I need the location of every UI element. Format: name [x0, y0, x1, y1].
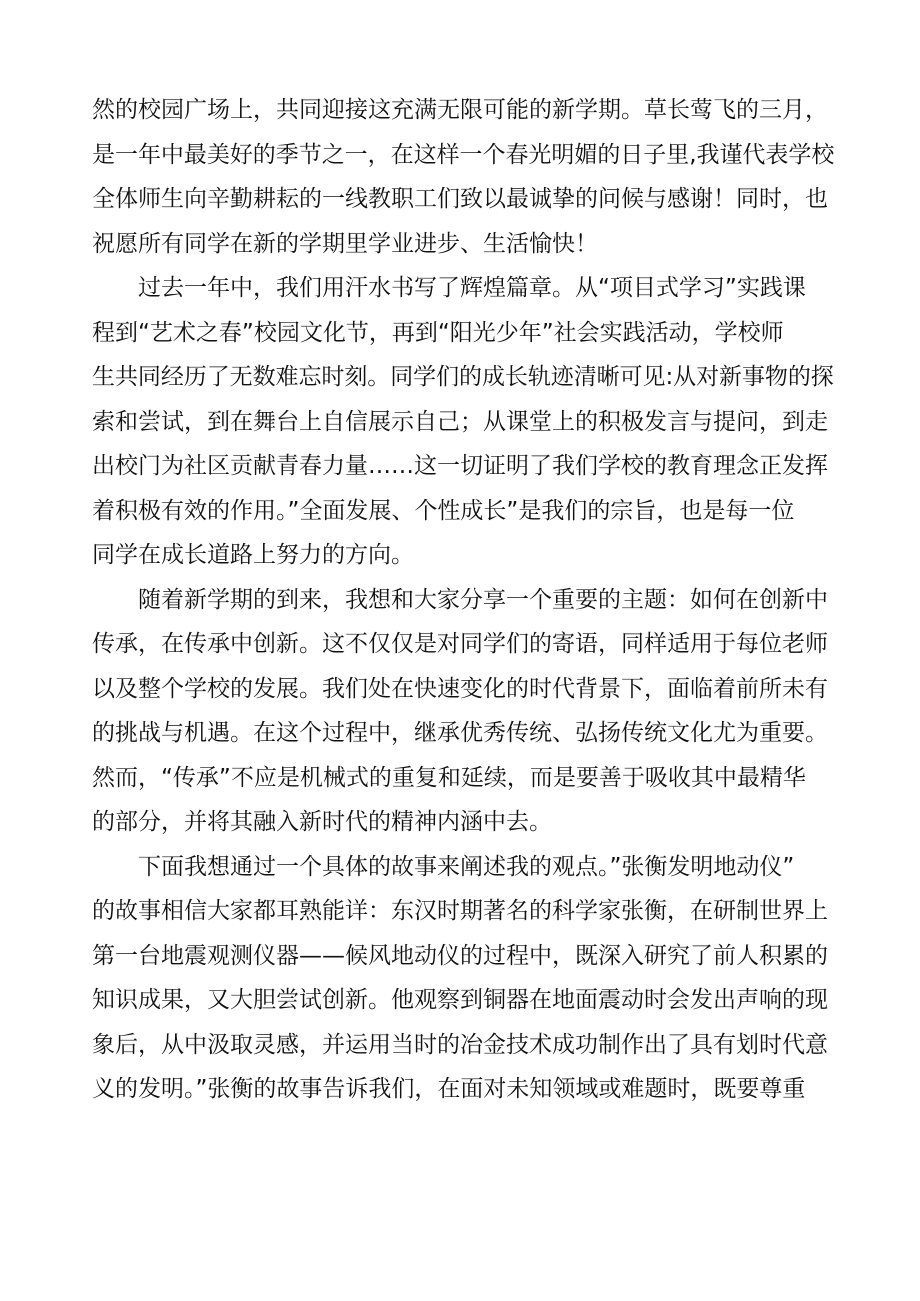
text-line: 传承，在传承中创新。这不仅仅是对同学们的寄语，同样适用于每位老师 [92, 631, 828, 657]
text-line: 同学在成长道路上努力的方向。 [92, 542, 414, 568]
text-line: 然的校园广场上，共同迎接这充满无限可能的新学期。草长莺飞的三月， [92, 97, 828, 123]
text-line: 索和尝试，到在舞台上自信展示自己；从课堂上的积极发言与提问，到走 [92, 408, 828, 435]
text-line: 全体师生向辛勤耕耘的一线教职工们致以最诚挚的问候与感谢！同时，也 [92, 186, 828, 212]
document-body [92, 88, 834, 1112]
text-line: 的故事相信大家都耳熟能详：东汉时期著名的科学家张衡，在研制世界上 [92, 898, 828, 924]
text-line: 以及整个学校的发展。我们处在快速变化的时代背景下，面临着前所未有 [92, 675, 828, 702]
paragraph [92, 845, 834, 1112]
text-line: 的部分，并将其融入新时代的精神内涵中去。 [92, 809, 552, 835]
text-line: 的挑战与机遇。在这个过程中，继承优秀传统、弘扬传统文化尤为重要。 [92, 720, 828, 746]
text-line: 第一台地震观测仪器——候风地动仪的过程中，既深入研究了前人积累的 [92, 942, 828, 969]
text-line: 着积极有效的作用。”全面发展、个性成长”是我们的宗旨，也是每一位 [92, 497, 795, 524]
text-line: 义的发明。”张衡的故事告诉我们，在面对未知领域或难题时，既要尊重 [92, 1076, 806, 1102]
text-line: 然而，“传承”不应是机械式的重复和延续，而是要善于吸收其中最精华 [92, 764, 806, 791]
text-line: 下面我想通过一个具体的故事来阐述我的观点。”张衡发明地动仪” [92, 853, 795, 880]
text-line: 祝愿所有同学在新的学期里学业进步、生活愉快！ [92, 230, 598, 257]
text-line: 随着新学期的到来，我想和大家分享一个重要的主题：如何在创新中 [92, 586, 828, 613]
text-line: 是一年中最美好的季节之一，在这样一个春光明媚的日子里,我谨代表学校 [92, 141, 835, 168]
paragraph [92, 88, 834, 266]
text-line: 象后，从中汲取灵感，并运用当时的冶金技术成功制作出了具有划时代意 [92, 1031, 828, 1058]
text-line: 过去一年中，我们用汗水书写了辉煌篇章。从“项目式学习”实践课 [92, 275, 806, 301]
text-line: 知识成果，又大胆尝试创新。他观察到铜器在地面震动时会发出声响的现 [92, 987, 828, 1013]
paragraph [92, 266, 834, 578]
paragraph [92, 578, 834, 845]
text-line: 生共同经历了无数难忘时刻。同学们的成长轨迹清晰可见:从对新事物的探 [92, 364, 834, 390]
text-line: 程到“艺术之春”校园文化节，再到“阳光少年”社会实践活动，学校师 [92, 319, 784, 346]
text-line: 出校门为社区贡献青春力量……这一切证明了我们学校的教育理念正发挥 [92, 453, 828, 479]
